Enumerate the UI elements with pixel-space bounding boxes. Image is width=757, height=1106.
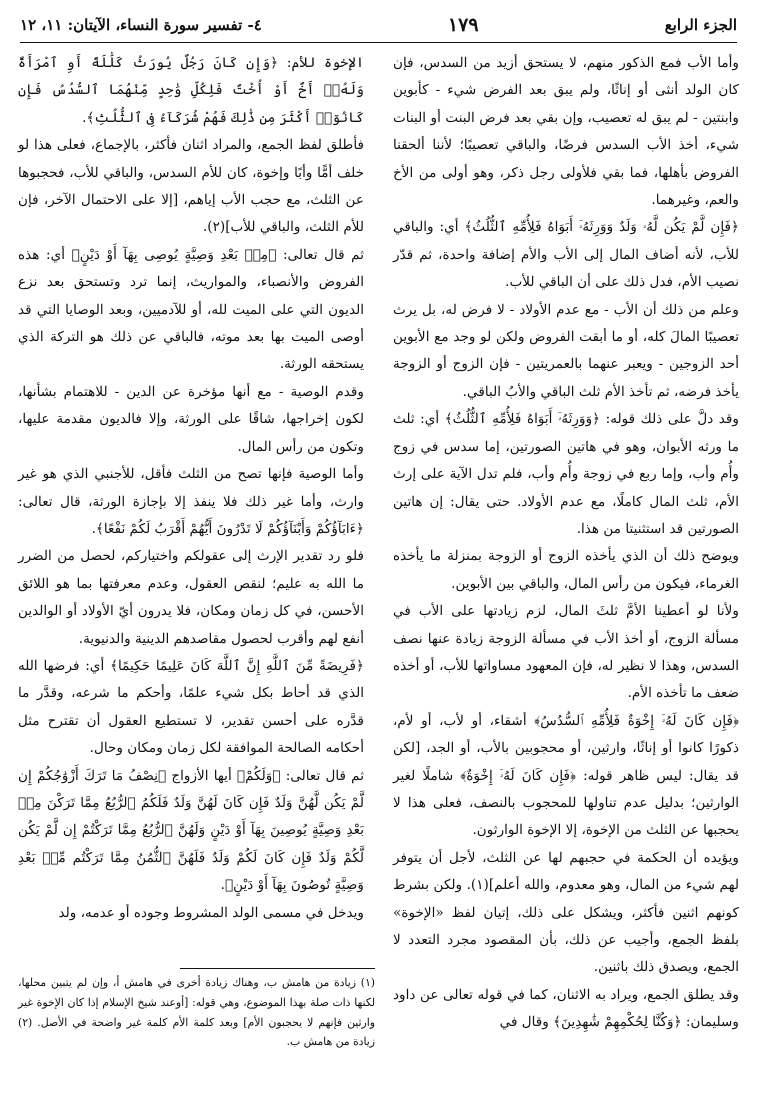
paragraph: فأطلق لفظ الجمع، والمراد اثنان فأكثر، بالإجماع، فعلى هذا لو خلف أمًّا وأبًا وإخوة، كان للأم السدس، والباقي للأب، فحجبوها عن الثلث، مع حجب الأب إياهم، [إلا على الاحتمال الآخر، فإن للأم الثلث، والباقي للأب](٢). — [18, 137, 364, 236]
paragraph: الإخوة للأم: ﴿وَإِن كَانَ رَجُلٌ يُورَثُ كَلَٰلَةً أَوِ ٱمْرَأَةٌ وَلَهُۥٓ أَخٌ أَوْ أُخْتٌ فَلِكُلِّ وَٰحِدٍ مِّنْهُمَا ٱلسُّدُسُ فَإِن كَانُوٓا۟ أَكْثَرَ مِن ذَٰلِكَ فَهُمْ شُرَكَآءُ فِى ٱلثُّلُثِ﴾. — [18, 55, 364, 126]
paragraph: فلو رد تقدير الإرث إلى عقولكم واختياركم، لحصل من الضرر ما الله به عليم؛ لنقص العقول، وعدم معرفتها بما هو اللائق الأحسن، في كل زمان ومكان، فلا يدرون أيّ الأولاد أو الوالدين أنفع لهم وأقرب لحصول مقاصدهم الدينية والدنيوية. — [18, 548, 364, 647]
paragraph: ويدخل في مسمى الولد المشروط وجوده أو عدمه، ولد — [58, 904, 364, 921]
page-number: ١٧٩ — [447, 14, 479, 36]
header-rule — [20, 42, 737, 43]
paragraph: ﴿فَإِن كَانَ لَهُۥٓ إِخْوَةٌ فَلِأُمِّهِ ٱلسُّدُسُ﴾ أشقاء، أو لأب، أو لأم، ذكورًا كانوا أو إناثًا، وارثين، أو محجوبين بالأب، أو الجد، [لكن قد يقال: ليس ظاهر قوله: ﴿فَإِن كَانَ لَهُۥٓ إِخْوَةٌ﴾ شاملًا لغير الوارثين؛ بدليل عدم تناولها للمحجوب بالنصف، فعلى هذا لا يحجبها عن الثلث من الإخوة، إلا الإخوة الوارثون. — [393, 712, 739, 839]
paragraph: ﴿فَإِن لَّمْ يَكُن لَّهُۥ وَلَدٌ وَوَرِثَهُۥٓ أَبَوَاهُ فَلِأُمِّهِ ٱلثُّلُثُ﴾ أي: والباقي للأب، لأنه أضاف المال إلى الأب والأم إضافة واحدة، ثم قدّر نصيب الأم، فدل ذلك على أن الباقي للأب. — [393, 219, 739, 291]
paragraph: ثم قال تعالى: ﴿مِنۢ بَعْدِ وَصِيَّةٍ يُوصِى بِهَآ أَوْ دَيْنٍ﴾ أي: هذه الفروض والأنصباء، والمواريث، إنما ترد وتستحق بعد نزع الديون التي على الميت لله، أو للآدميين، وبعد الوصايا التي قد أوصى الميت بها بعد موته، فالباقي عن ذلك هو التركة الذي يستحقه الورثة. — [18, 246, 364, 373]
part-label: الجزء الرابع — [664, 16, 737, 34]
paragraph: وأما الوصية فإنها تصح من الثلث فأقل، للأجنبي الذي هو غير وارث، وأما غير ذلك فلا ينفذ إلا بإجازة الورثة، قال تعالى: ﴿ءَابَآؤُكُمْ وَأَبْنَآؤُكُمْ لَا تَدْرُونَ أَيُّهُمْ أَقْرَبُ لَكُمْ نَفْعًا﴾. — [18, 466, 364, 537]
surah-title: ٤- تفسير سورة النساء، الآيتان: ١١، ١٢ — [20, 16, 262, 34]
footnotes — [18, 973, 375, 1052]
footnote: (١) زيادة من هامش ب، وهناك زيادة أخرى في هامش أ، وإن لم يتبين محلها، لكنها ذات صلة بهذا الموضوع، وهي قوله: [أوعند شيخ الإسلام إذا كان الإخوة غير وارثين فإنهم لا يحجبون الأم] وبعد كلمة الأم كلمة غير واضحة في الأصل. (٢) زيادة من هامش ب. — [18, 976, 375, 1049]
footnote-rule — [180, 968, 375, 969]
left-column — [18, 50, 364, 927]
page-header — [20, 10, 737, 40]
paragraph: ويوضح ذلك أن الذي يأخذه الزوج أو الزوجة بمنزلة ما يأخذه الغرماء، فيكون من رأس المال، والباقي بين الأبوين. — [393, 548, 739, 592]
paragraph: ثم قال تعالى: ﴿وَلَكُمْ﴾ أيها الأزواج ﴿نِصْفُ مَا تَرَكَ أَزْوَٰجُكُمْ إِن لَّمْ يَكُن لَّهُنَّ وَلَدٌ فَإِن كَانَ لَهُنَّ وَلَدٌ فَلَكُمُ ٱلرُّبُعُ مِمَّا تَرَكْنَ مِنۢ بَعْدِ وَصِيَّةٍ يُوصِينَ بِهَآ أَوْ دَيْنٍ وَلَهُنَّ ٱلرُّبُعُ مِمَّا تَرَكْتُمْ إِن لَّمْ يَكُن لَّكُمْ وَلَدٌ فَإِن كَانَ لَكُمْ وَلَدٌ فَلَهُنَّ ٱلثُّمُنُ مِمَّا تَرَكْتُم مِّنۢ بَعْدِ وَصِيَّةٍ تُوصُونَ بِهَآ أَوْ دَيْنٍ﴾. — [18, 767, 364, 894]
paragraph: وقد دلَّ على ذلك قوله: ﴿وَوَرِثَهُۥٓ أَبَوَاهُ فَلِأُمِّهِ ٱلثُّلُثُ﴾ أي: ثلث ما ورثه الأبوان، وهو في هاتين الصورتين، إما سدس في زوج وأُم وأب، وإما ربع في زوجة وأُم وأب، فلم تدل الآية على إرث الأم، ثلث المال كاملًا، مع عدم الأولاد. حتى يقال: إن هاتين الصورتين قد استثنيتا من هذا. — [393, 411, 739, 537]
paragraph: ولأنا لو أعطينا الأمَّ ثلثَ المال، لزم زيادتها على الأب في مسألة الزوج، أو أخذ الأب في مسألة الزوجة زيادة عنها نصف السدس، وهذا لا نظير له، فإن المعهود مساواتها للأب، أو أخذه ضعف ما تأخذه الأم. — [393, 603, 739, 702]
paragraph: وقدم الوصية - مع أنها مؤخرة عن الدين - للاهتمام بشأنها، لكون إخراجها، شاقًا على الورثة، وإلا فالديون مقدمة عليها، وتكون من رأس المال. — [18, 383, 364, 455]
paragraph: ﴿فَرِيضَةً مِّنَ ٱللَّهِ إِنَّ ٱللَّهَ كَانَ عَلِيمًا حَكِيمًا﴾ أي: فرضها الله الذي قد أحاط بكل شيء علمًا، وأحكم ما شرعه، وقدَّر ما قدَّره على أحسن تقدير، لا تستطيع العقول أن تقترح مثل أحكامه الصالحة الموافقة لكل زمان ومكان وحال. — [18, 657, 364, 757]
paragraph: وأما الأب فمع الذكور منهم، لا يستحق أزيد من السدس، فإن كان الولد أنثى أو إناثًا، ولم يبق بعد الفرض شيء - كأبوين وابنتين - لم يبق له تعصيب، وإن بقي بعد فرض البنت أو البنات شيء، أخذ الأب السدس فرضًا، والباقي تعصيبًا؛ لأننا ألحقنا الفروض بأهلها، فما بقي فلأولى رجل ذكر، وهو أولى من الأخ والعم، وغيرهما. — [393, 55, 739, 209]
paragraph: وعلم من ذلك أن الأب - مع عدم الأولاد - لا فرض له، بل يرث تعصيبًا المالَ كله، أو ما أبقت الفروض ولكن لو وجد مع الأبوين أحد الزوجين - ويعبر عنهما بالعمريتين - فإن الزوج أو الزوجة يأخذ فرضه، ثم تأخذ الأم ثلث الباقي والأبُ الباقي. — [393, 301, 739, 400]
right-column — [393, 50, 739, 1037]
paragraph: وقد يطلق الجمع، ويراد به الاثنان، كما في قوله تعالى عن داود وسليمان: ﴿وَكُنَّا لِحُكْمِهِمْ شَٰهِدِينَ﴾ وقال في — [393, 986, 739, 1031]
paragraph: ويؤيده أن الحكمة في حجبهم لها عن الثلث، لأجل أن يتوفر لهم شيء من المال، وهو معدوم، والله أعلم](١). ولكن بشرط كونهم اثنين فأكثر، ويشكل على ذلك، إتيان لفظ «الإخوة» بلفظ الجمع، وأجيب عن ذلك، بأن المقصود مجرد التعدد لا الجمع، ويصدق ذلك باثنين. — [393, 849, 739, 976]
